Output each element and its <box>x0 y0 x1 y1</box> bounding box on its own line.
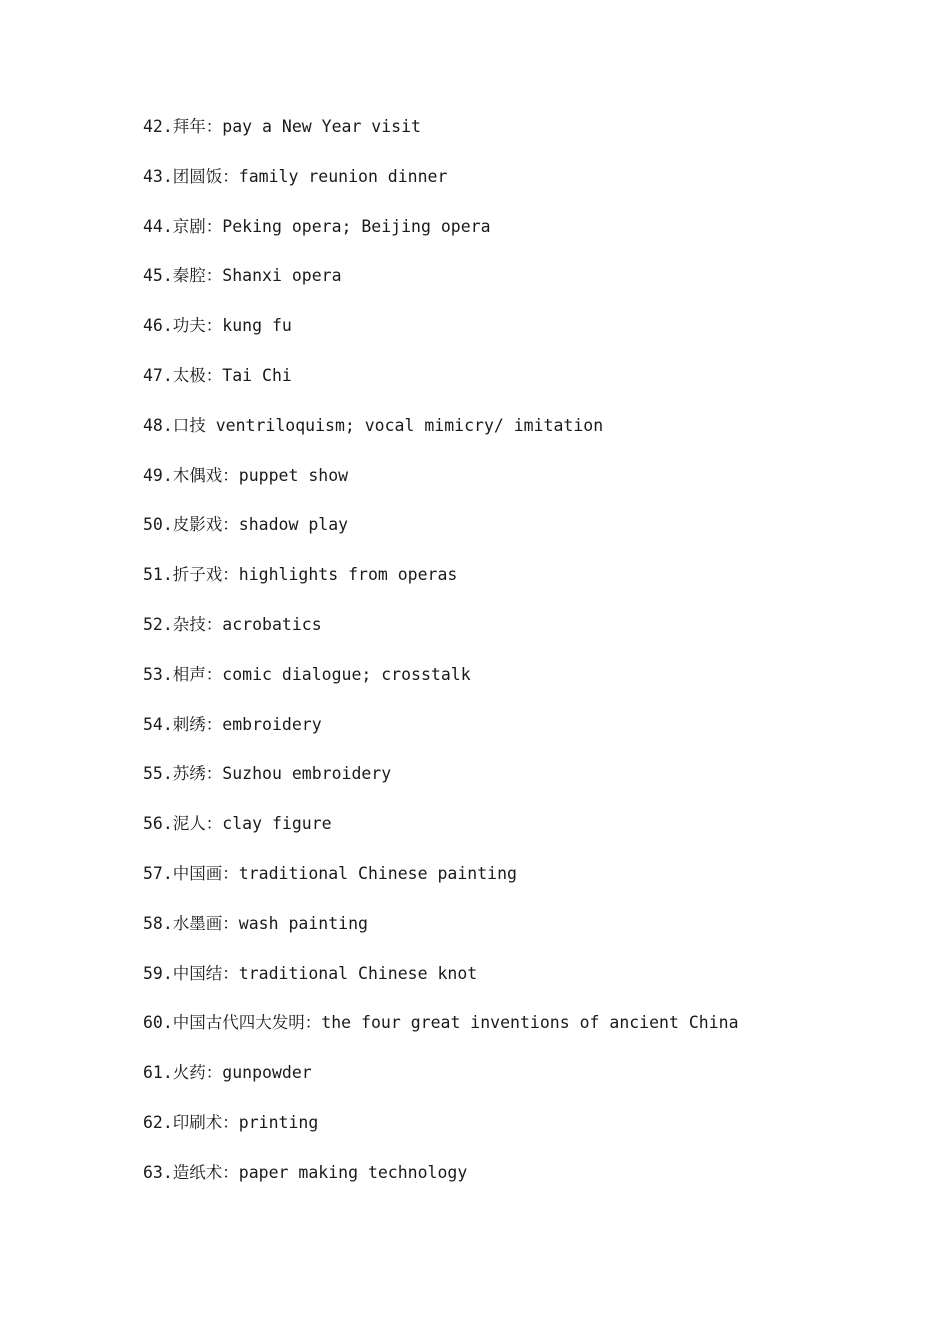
list-item: 57.中国画：traditional Chinese painting <box>143 863 517 883</box>
list-item: 61.火药：gunpowder <box>143 1063 312 1083</box>
list-item: 62.印刷术：printing <box>143 1112 319 1132</box>
list-item: 63.造纸术：paper making technology <box>143 1162 468 1182</box>
list-item: 52.杂技：acrobatics <box>143 614 322 634</box>
list-item: 56.泥人：clay figure <box>143 814 332 834</box>
glossary-list <box>143 116 739 1212</box>
list-item: 43.团圆饭：family reunion dinner <box>143 166 448 186</box>
list-item: 49.木偶戏：puppet show <box>143 465 349 485</box>
list-item: 59.中国结：traditional Chinese knot <box>143 963 478 983</box>
list-item: 51.折子戏：highlights from operas <box>143 565 458 585</box>
list-item: 44.京剧：Peking opera; Beijing opera <box>143 216 491 236</box>
list-item: 48.口技 ventriloquism; vocal mimicry/ imitation <box>143 415 604 435</box>
list-item: 54.刺绣：embroidery <box>143 714 322 734</box>
list-item: 58.水墨画：wash painting <box>143 913 368 933</box>
list-item: 60.中国古代四大发明：the four great inventions of ancient China <box>143 1013 739 1033</box>
list-item: 53.相声：comic dialogue; crosstalk <box>143 664 471 684</box>
list-item: 47.太极：Tai Chi <box>143 365 292 385</box>
list-item: 42.拜年：pay a New Year visit <box>143 117 421 136</box>
list-item: 55.苏绣：Suzhou embroidery <box>143 764 392 784</box>
list-item: 45.秦腔：Shanxi opera <box>143 266 342 286</box>
list-item: 46.功夫：kung fu <box>143 316 292 336</box>
list-item: 50.皮影戏：shadow play <box>143 515 349 535</box>
